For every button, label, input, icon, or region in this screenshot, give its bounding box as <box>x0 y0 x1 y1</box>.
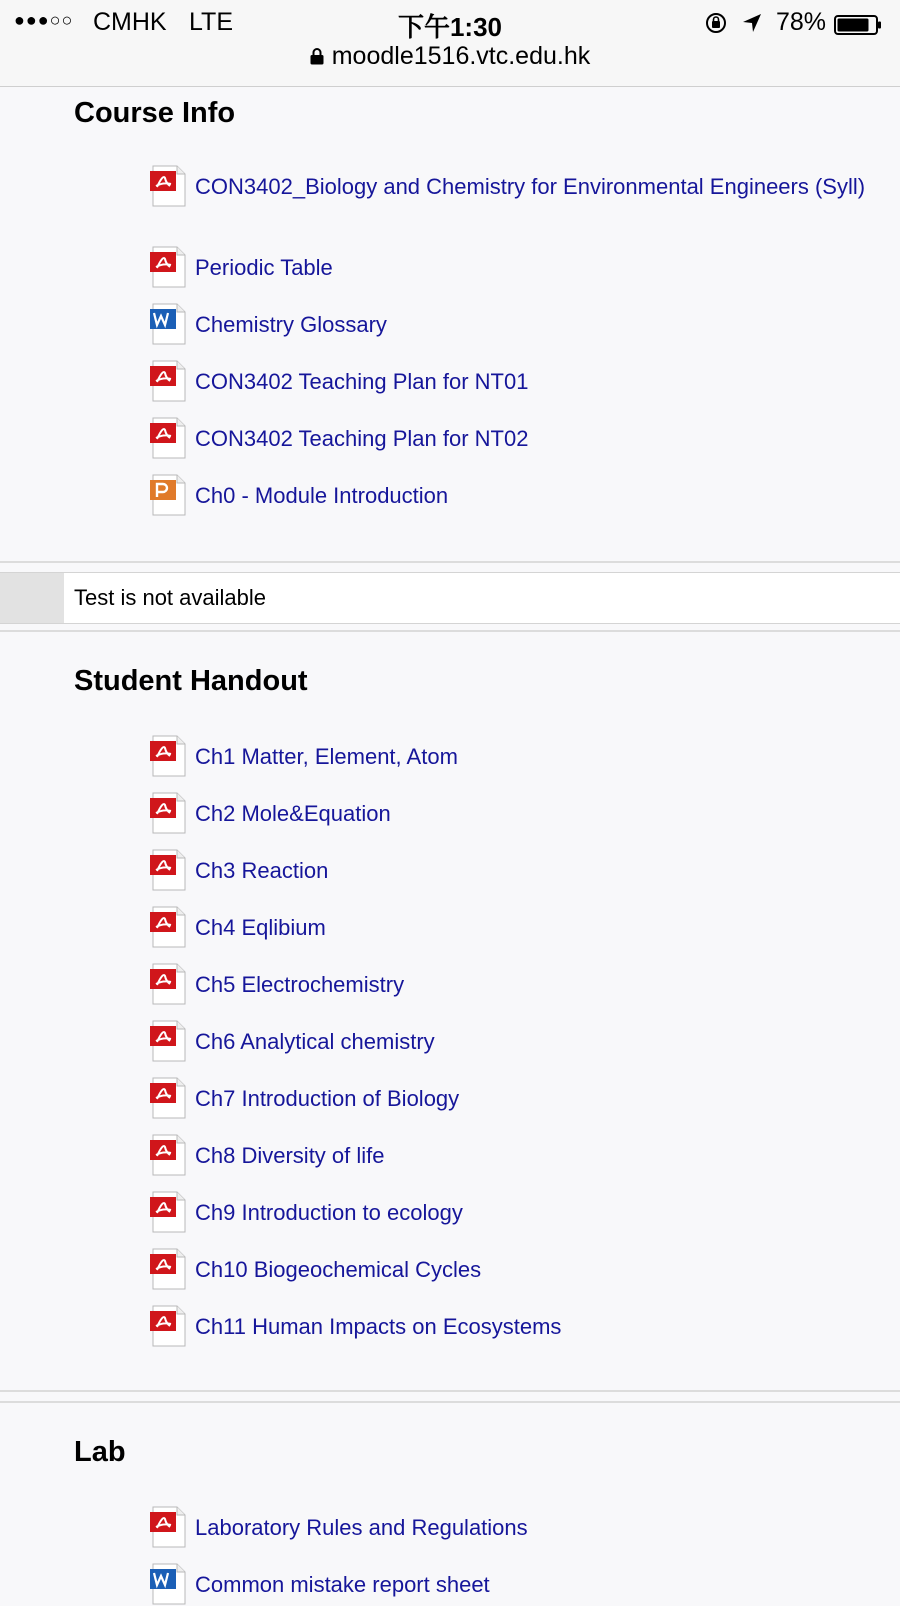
section-title-course-info: Course Info <box>74 97 236 129</box>
section-title-student-handout: Student Handout <box>74 665 308 697</box>
resource-link[interactable] <box>147 791 867 835</box>
pdf-file-icon <box>147 1190 189 1234</box>
powerpoint-file-icon <box>147 473 189 517</box>
resource-link[interactable] <box>147 1190 867 1234</box>
section-divider <box>0 630 900 632</box>
resource-link-label: Laboratory Rules and Regulations <box>195 1515 528 1540</box>
test-notice-text: Test is not available <box>74 585 266 610</box>
resource-link-label: CON3402 Teaching Plan for NT02 <box>195 426 529 451</box>
resource-link[interactable] <box>147 302 867 346</box>
resource-link-label: Ch6 Analytical chemistry <box>195 1029 435 1054</box>
resource-link[interactable] <box>147 1133 867 1177</box>
location-arrow-icon <box>742 13 762 33</box>
resource-link[interactable] <box>147 473 867 517</box>
pdf-file-icon <box>147 1505 189 1549</box>
resource-link-label: Ch4 Eqlibium <box>195 915 326 940</box>
section-divider <box>0 1401 900 1403</box>
resource-link[interactable] <box>147 416 867 460</box>
test-notice <box>0 572 900 624</box>
pdf-file-icon <box>147 416 189 460</box>
resource-link[interactable] <box>147 1304 867 1348</box>
battery-percent: 78% <box>776 8 827 36</box>
resource-link[interactable] <box>147 245 867 289</box>
pdf-file-icon <box>147 1133 189 1177</box>
address-bar[interactable] <box>0 42 900 71</box>
resource-link[interactable] <box>147 1247 867 1291</box>
resource-link-label: Ch7 Introduction of Biology <box>195 1086 460 1111</box>
status-bar <box>0 6 900 42</box>
resource-link[interactable] <box>147 962 867 1006</box>
pdf-file-icon <box>147 359 189 403</box>
resource-link-label: Ch10 Biogeochemical Cycles <box>195 1257 482 1282</box>
resource-link[interactable] <box>147 1019 867 1063</box>
resource-link-label: CON3402 Teaching Plan for NT01 <box>195 369 529 394</box>
resource-link-label: Ch8 Diversity of life <box>195 1143 385 1168</box>
resource-link-label: Ch5 Electrochemistry <box>195 972 405 997</box>
pdf-file-icon <box>147 1019 189 1063</box>
url-text: moodle1516.vtc.edu.hk <box>331 42 591 70</box>
pdf-file-icon <box>147 245 189 289</box>
resource-link[interactable] <box>147 359 867 403</box>
word-file-icon <box>147 302 189 346</box>
section-title-lab: Lab <box>74 1436 126 1468</box>
resource-link-label: Chemistry Glossary <box>195 312 387 337</box>
pdf-file-icon <box>147 1076 189 1120</box>
resource-link[interactable] <box>147 848 867 892</box>
pdf-file-icon <box>147 848 189 892</box>
resource-link-label: Ch9 Introduction to ecology <box>195 1200 463 1225</box>
word-file-icon <box>147 1562 189 1606</box>
resource-link-label: CON3402_Biology and Chemistry for Environmental Engineers (Syll) <box>195 174 866 199</box>
resource-link-label: Ch1 Matter, Element, Atom <box>195 744 458 769</box>
section-divider <box>0 1390 900 1392</box>
network-type: LTE <box>189 8 233 36</box>
lock-icon <box>310 47 324 65</box>
resource-link-label: Common mistake report sheet <box>195 1572 490 1597</box>
resource-link[interactable] <box>147 1076 867 1120</box>
resource-link[interactable] <box>147 164 867 208</box>
rotation-lock-icon <box>705 12 727 34</box>
resource-link[interactable] <box>147 734 867 778</box>
pdf-file-icon <box>147 905 189 949</box>
pdf-file-icon <box>147 1247 189 1291</box>
resource-link-label: Ch11 Human Impacts on Ecosystems <box>195 1314 562 1339</box>
pdf-file-icon <box>147 164 189 208</box>
resource-link-label: Ch2 Mole&Equation <box>195 801 391 826</box>
pdf-file-icon <box>147 734 189 778</box>
resource-link-label: Periodic Table <box>195 255 333 280</box>
top-bar <box>0 0 900 87</box>
signal-strength: ●●●○○ <box>14 10 74 30</box>
resource-link-label: Ch3 Reaction <box>195 858 329 883</box>
resource-link[interactable] <box>147 905 867 949</box>
notice-gutter <box>0 573 64 623</box>
pdf-file-icon <box>147 1304 189 1348</box>
battery-icon <box>834 15 882 35</box>
carrier-name: CMHK <box>93 8 167 36</box>
pdf-file-icon <box>147 791 189 835</box>
resource-link[interactable] <box>147 1505 867 1549</box>
section-divider <box>0 561 900 563</box>
resource-link[interactable] <box>147 1562 867 1606</box>
resource-link-label: Ch0 - Module Introduction <box>195 483 449 508</box>
pdf-file-icon <box>147 962 189 1006</box>
status-time: 下午1:30 <box>397 12 503 42</box>
